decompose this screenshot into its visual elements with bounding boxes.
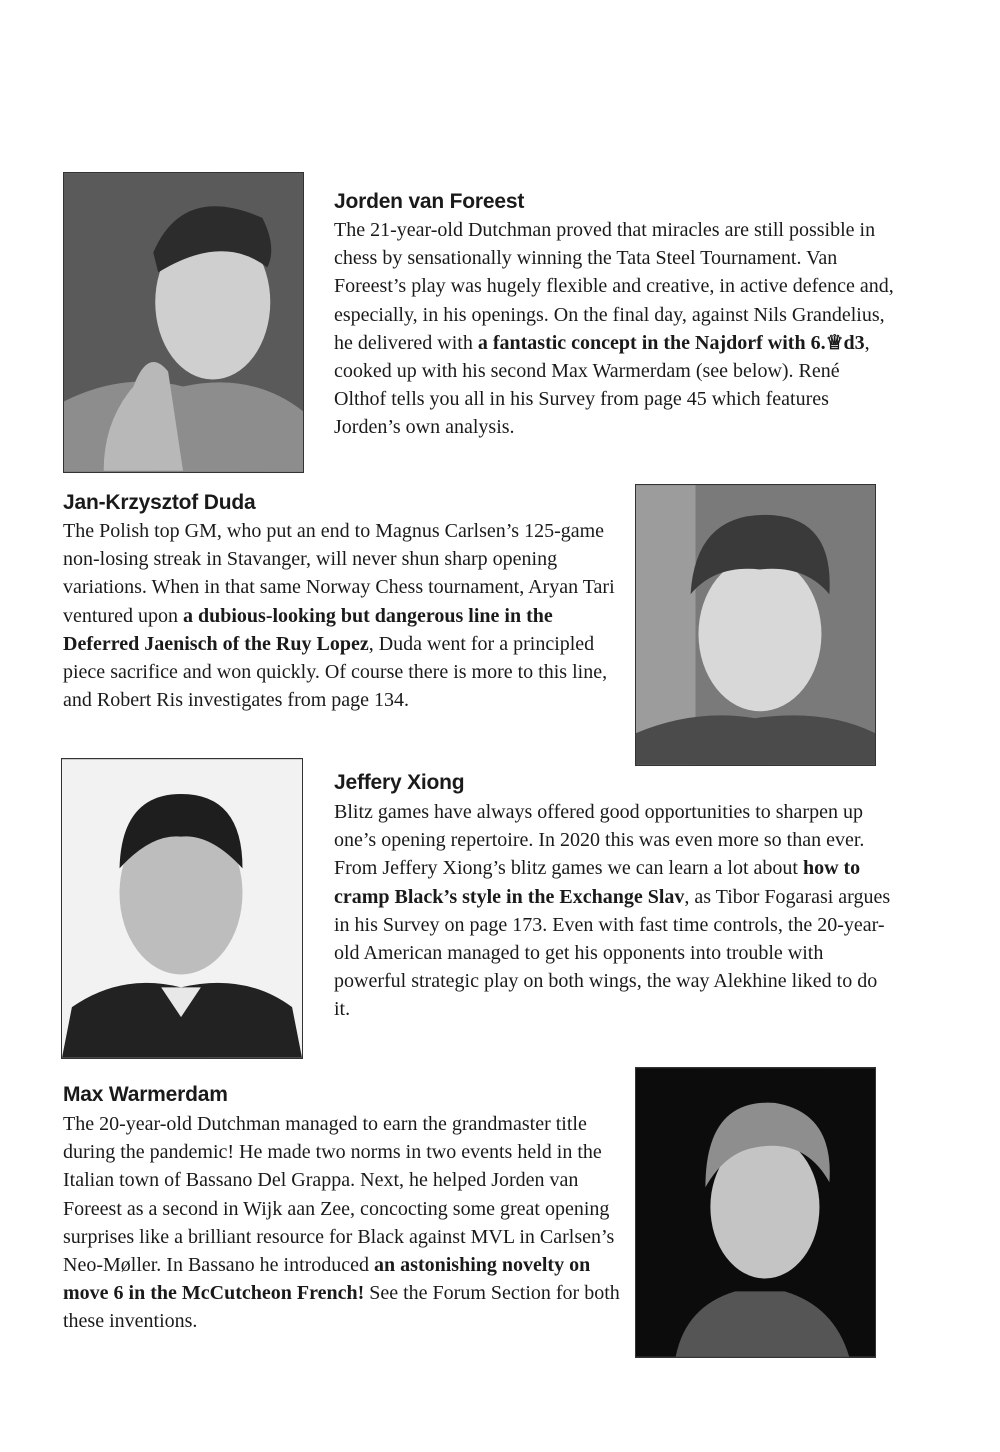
portrait-photo-jan-krzysztof-duda — [635, 484, 876, 766]
body-text: The 20-year-old Dutchman managed to earn the grandmaster title during the pandemic! He made two norms in two events held in the Italian town of Bassano Del Grappa. Next, he helped Jorden van Foreest as a second in Wijk aan Zee, concocting some great opening surprises like a brilliant resource for Black against MVL in Carlsen’s Neo-Møller. In Bassano he introduced — [63, 1113, 615, 1277]
emphasized-text: a fantastic concept in the Najdorf with 6.♕d3 — [477, 331, 865, 354]
profile-description — [63, 517, 623, 714]
profile-name: Max Warmerdam — [63, 1083, 228, 1106]
body-text: The Polish top GM, who put an end to Magnus Carlsen’s 125-game non-losing streak in Stavanger, will never shun sharp opening variations. When in that same Norway Chess tournament, Aryan Tari ventured upon — [63, 520, 615, 627]
body-text: See the Forum Section for both these inventions. — [63, 1282, 620, 1333]
portrait-silhouette — [636, 485, 875, 765]
emphasized-text: how to cramp Black’s style in the Exchange Slav — [334, 857, 861, 908]
emphasized-text: a dubious-looking but dangerous line in the Deferred Jaenisch of the Ruy Lopez — [63, 604, 553, 655]
body-text: , Duda went for a principled piece sacrifice and won quickly. Of course there is more to this line, and Robert Ris investigates from page 134. — [63, 632, 608, 712]
profile-description — [334, 216, 894, 442]
body-text: , cooked up with his second Max Warmerdam (see below). René Olthof tells you all in his Survey from page 45 which features Jorden’s own analysis. — [334, 331, 870, 439]
profile-name: Jeffery Xiong — [334, 771, 465, 794]
profile-name: Jorden van Foreest — [334, 190, 525, 213]
portrait-silhouette — [636, 1068, 875, 1357]
emphasized-text: an astonishing novelty on move 6 in the McCutcheon French! — [63, 1254, 591, 1305]
body-text: , as Tibor Fogarasi argues in his Survey on page 173. Even with fast time controls, the 20-year-old American managed to get his opponents into trouble with powerful strategic play on both wings, the way Alekhine liked to do it. — [334, 885, 891, 1021]
portrait-photo-max-warmerdam — [635, 1067, 876, 1358]
profile-description — [334, 798, 894, 1024]
portrait-photo-jorden-van-foreest — [63, 172, 304, 473]
body-text: The 21-year-old Dutchman proved that miracles are still possible in chess by sensationally winning the Tata Steel Tournament. Van Foreest’s play was hugely flexible and creative, in active defence and, especially, in his openings. On the final day, against Nils Grandelius, he delivered with — [334, 219, 894, 354]
profile-description — [63, 1110, 623, 1336]
portrait-silhouette — [62, 759, 302, 1058]
portrait-silhouette — [64, 173, 303, 472]
profile-name: Jan-Krzysztof Duda — [63, 491, 256, 514]
body-text: Blitz games have always offered good opportunities to sharpen up one’s opening repertoire. In 2020 this was even more so than ever. From Jeffery Xiong’s blitz games we can learn a lot about — [334, 801, 865, 880]
portrait-photo-jeffery-xiong — [61, 758, 303, 1059]
